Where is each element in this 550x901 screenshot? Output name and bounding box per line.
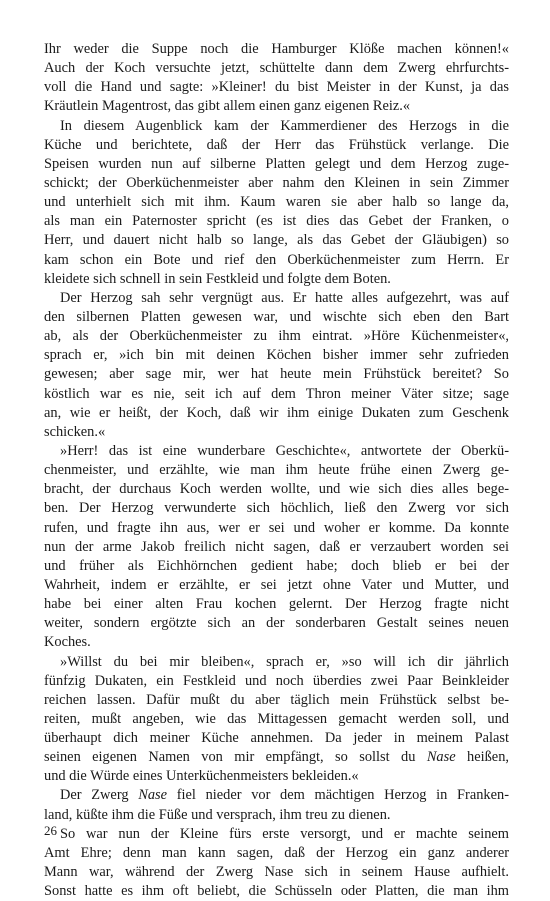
text-segment: und früher als Eichhörnchen gedient habe; doch blieb er bei der xyxy=(44,557,509,574)
text-segment: Ihr weder die Suppe noch die Hamburger Klöße machen können!« xyxy=(44,41,509,57)
text-segment: Wahrheit, indem er erzählte, er sei jetzt ohne Vater und Mutter, und xyxy=(44,576,509,593)
text-line xyxy=(44,404,509,423)
text-segment: heißen, xyxy=(455,749,509,766)
text-line xyxy=(44,844,509,863)
italic-name: Nase xyxy=(426,749,456,766)
text-segment: Amt Ehre; denn man kann sagen, daß der Herzog ein ganz anderer xyxy=(44,844,509,861)
text-segment: reichen lassen. Dafür mußt du aber täglich mein Frühstück selbst be- xyxy=(44,691,509,708)
text-line xyxy=(44,136,509,155)
text-segment: Der Zwerg xyxy=(60,787,139,804)
text-segment: als man ein Paternoster spricht (es ist dies das Gebet der Franken, o xyxy=(44,213,509,230)
text-segment: »Willst du bei mir bleiben«, sprach er, »so will ich dir jährlich xyxy=(60,653,509,670)
text-line xyxy=(44,270,509,289)
paragraph xyxy=(44,289,509,442)
text-segment: »Herr! das ist eine wunderbare Geschichte«, antwortete der Oberkü- xyxy=(60,442,509,459)
text-line xyxy=(44,614,509,633)
text-segment: Koches. xyxy=(44,634,91,651)
text-segment: In diesem Augenblick kam der Kammerdiener des Herzogs in die xyxy=(60,117,509,134)
text-line xyxy=(44,499,509,518)
page-body xyxy=(44,40,509,901)
text-segment: rufen, und fragte ihn aus, wer er sei und woher er komme. Da konnte xyxy=(44,519,509,536)
text-line xyxy=(44,289,509,308)
text-segment: ben. Der Herzog verwunderte sich höchlich, ließ den Zwerg vor sich xyxy=(44,500,509,517)
text-line xyxy=(44,806,509,825)
text-segment: ab, als der Oberküchenmeister zu ihm eintrat. »Höre Küchenmeister«, xyxy=(44,328,509,345)
text-segment: Sonst hatte es ihm oft beliebt, die Schüsseln oder Platten, die man ihm xyxy=(44,883,509,900)
text-line xyxy=(44,385,509,404)
text-segment: land, küßte ihm die Füße und versprach, ihm treu zu dienen. xyxy=(44,806,391,823)
text-segment: schickt; der Oberküchenmeister aber nahm den Kleinen in sein Zimmer xyxy=(44,174,509,191)
text-line xyxy=(44,633,509,652)
text-segment: fünfzig Dukaten, ein Festkleid und noch überdies zwei Paar Beinkleider xyxy=(44,672,509,689)
paragraph xyxy=(44,117,509,289)
paragraph xyxy=(44,442,509,653)
text-segment: den silbernen Platten gewesen war, und wischte sich eben den Bart xyxy=(44,308,509,325)
italic-name: Nase xyxy=(138,787,168,804)
text-segment: bracht, der durchaus Koch werden wollte, und wie sich dies alles bege- xyxy=(44,481,509,498)
text-segment: seinen eigenen Namen von mir empfängt, so sollst du xyxy=(44,749,427,766)
text-line xyxy=(44,308,509,327)
paragraph xyxy=(44,40,509,117)
text-line xyxy=(44,557,509,576)
text-line xyxy=(44,767,509,786)
text-line xyxy=(44,882,509,901)
text-line xyxy=(44,40,509,59)
text-line xyxy=(44,786,509,805)
text-line xyxy=(44,59,509,78)
text-segment: an, wie er heißt, der Koch, daß wir ihm einige Dukaten zum Geschenk xyxy=(44,404,509,421)
text-segment: reiten, mußt angeben, wie das Mittagessen gemacht werden soll, und xyxy=(44,710,509,727)
text-line xyxy=(44,442,509,461)
page-number: 26 xyxy=(44,823,57,838)
text-line xyxy=(44,461,509,480)
text-line xyxy=(44,480,509,499)
text-segment: weiter, sondern ergötzte sich an der sonderbaren Gestalt seines neuen xyxy=(44,615,509,632)
text-line xyxy=(44,423,509,442)
text-line xyxy=(44,78,509,97)
text-line xyxy=(44,155,509,174)
text-segment: Auch der Koch versuchte jetzt, schüttelte dann dem Zwerg ehrfurchts- xyxy=(44,60,509,77)
text-segment: und unterhielt sich mit ihm. Kaum waren sie aber halb so lange da, xyxy=(44,194,509,211)
text-line xyxy=(44,117,509,136)
text-line xyxy=(44,97,509,116)
text-segment: fiel nieder vor dem mächtigen Herzog in Franken- xyxy=(167,787,509,804)
text-line xyxy=(44,729,509,748)
text-segment: Der Herzog sah sehr vergnügt aus. Er hatte alles aufgezehrt, was auf xyxy=(60,289,509,306)
text-line xyxy=(44,691,509,710)
text-segment: Mann war, während der Zwerg Nase sich in seinem Hause aufhielt. xyxy=(44,864,509,881)
text-line xyxy=(44,251,509,270)
text-segment: Küche und berichtete, daß der Herr das Frühstück verlange. Die xyxy=(44,136,509,153)
text-segment: köstlich war es nie, seit ich auf dem Thron meiner Väter sitze; sage xyxy=(44,385,509,402)
text-line xyxy=(44,825,509,844)
text-segment: kam schon ein Bote und rief den Oberküchenmeister zum Herrn. Er xyxy=(44,251,509,268)
text-line xyxy=(44,519,509,538)
text-line xyxy=(44,174,509,193)
text-segment: Kräutlein Magentrost, das gibt allem einen ganz eigenen Reiz.« xyxy=(44,98,411,115)
text-line xyxy=(44,327,509,346)
text-line xyxy=(44,193,509,212)
text-segment: Herr, und dauert nicht halb so lange, als das Gebet der Gläubigen) so xyxy=(44,232,509,249)
text-line xyxy=(44,863,509,882)
text-line xyxy=(44,748,509,767)
text-segment: So war nun der Kleine fürs erste versorgt, und er machte seinem xyxy=(60,825,509,842)
paragraph xyxy=(44,653,509,787)
text-line xyxy=(44,595,509,614)
text-line xyxy=(44,365,509,384)
text-segment: kleidete sich schnell in sein Festkleid und folgte dem Boten. xyxy=(44,270,391,287)
text-line xyxy=(44,710,509,729)
text-segment: schicken.« xyxy=(44,423,106,440)
text-segment: nun der arme Jakob freilich nicht sagen, daß er verzaubert worden sei xyxy=(44,538,509,555)
text-line xyxy=(44,231,509,250)
text-line xyxy=(44,576,509,595)
text-line xyxy=(44,672,509,691)
paragraph xyxy=(44,825,509,901)
text-segment: chenmeister, und erzählte, wie man ihm heute frühe einen Zwerg ge- xyxy=(44,462,509,479)
text-segment: sprach er, »ich bin mit deinen Köchen bisher immer sehr zufrieden xyxy=(44,347,509,364)
text-line xyxy=(44,538,509,557)
paragraph xyxy=(44,786,509,824)
text-segment: und die Würde eines Unterküchenmeisters bekleiden.« xyxy=(44,768,359,785)
text-segment: voll die Hand und sagte: »Kleiner! du bist Meister in der Kunst, ja das xyxy=(44,79,509,96)
text-segment: überhaupt dich meiner Küche annehmen. Da jeder in meinem Palast xyxy=(44,730,509,747)
text-segment: Speisen wurden nun auf silberne Platten gelegt und dem Herzog zuge- xyxy=(44,155,509,172)
text-line xyxy=(44,212,509,231)
text-line xyxy=(44,653,509,672)
text-segment: habe bei einer alten Frau kochen gelernt. Der Herzog fragte nicht xyxy=(44,596,509,613)
text-line xyxy=(44,346,509,365)
text-segment: gewesen; aber sage mir, wer hat heute mein Frühstück bereitet? So xyxy=(44,366,509,383)
